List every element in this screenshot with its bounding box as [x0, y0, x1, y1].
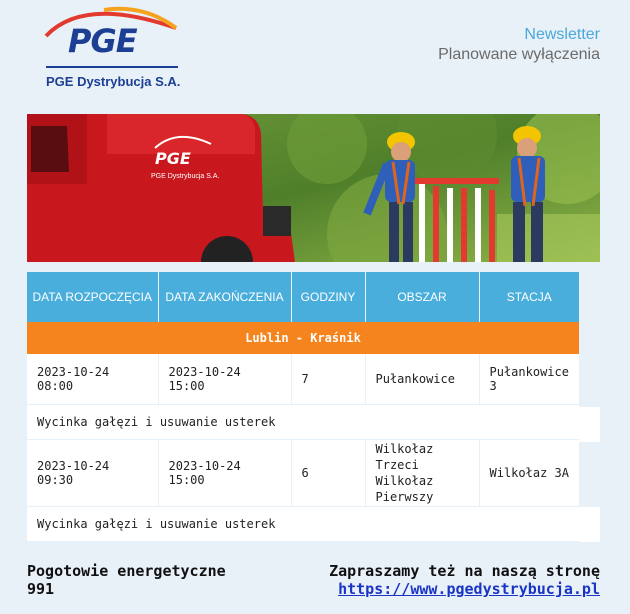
end-date: 2023-10-24 15:00 [158, 440, 291, 507]
hours: 7 [291, 354, 365, 405]
logo-divider [46, 66, 178, 68]
col-hours: GODZINY [291, 272, 365, 322]
col-area: OBSZAR [365, 272, 479, 322]
page-subtitle: Planowane wyłączenia [438, 46, 600, 63]
region-row [27, 322, 579, 354]
station: Wilkołaz 3A [479, 440, 579, 507]
outages-table [27, 272, 579, 542]
hours: 6 [291, 440, 365, 507]
emergency-label: Pogotowie energetyczne [27, 562, 226, 580]
start-date: 2023-10-24 09:30 [27, 440, 158, 507]
region-label: Lublin - Kraśnik [27, 322, 579, 354]
work-description: Wycinka gałęzi i usuwanie usterek [27, 507, 579, 542]
email-header [0, 0, 630, 110]
area: Pułankowice [365, 354, 479, 405]
company-name: PGE Dystrybucja S.A. [46, 74, 181, 89]
logo-text: PGE [68, 22, 137, 60]
col-end-date: DATA ZAKOŃCZENIA [158, 272, 291, 322]
table-row [27, 354, 579, 405]
work-description: Wycinka gałęzi i usuwanie usterek [27, 405, 579, 440]
start-date: 2023-10-24 08:00 [27, 354, 158, 405]
invite-text: Zapraszamy też na naszą stronę [329, 562, 600, 580]
pge-logo[interactable] [44, 0, 184, 95]
table-header-row [27, 272, 579, 322]
station: Pułankowice 3 [479, 354, 579, 405]
van-company-text: PGE Dystrybucja S.A. [151, 173, 220, 180]
newsletter-link[interactable]: Newsletter [524, 26, 600, 43]
description-row-extension [579, 407, 600, 442]
description-row [27, 507, 579, 542]
emergency-info [27, 562, 226, 598]
banner-illustration [27, 114, 600, 262]
col-start-date: DATA ROZPOCZĘCIA [27, 272, 158, 322]
col-station: STACJA [479, 272, 579, 322]
van-logo-text: PGE [155, 149, 191, 168]
website-link[interactable]: https://www.pgedystrybucja.pl [338, 580, 600, 598]
emergency-number: 991 [27, 580, 55, 598]
description-row-extension [579, 507, 600, 542]
table-row [27, 440, 579, 507]
hero-banner-image [27, 114, 600, 262]
description-row [27, 405, 579, 440]
end-date: 2023-10-24 15:00 [158, 354, 291, 405]
area: Wilkołaz Trzeci Wilkołaz Pierwszy [365, 440, 479, 507]
website-invite [329, 562, 600, 598]
